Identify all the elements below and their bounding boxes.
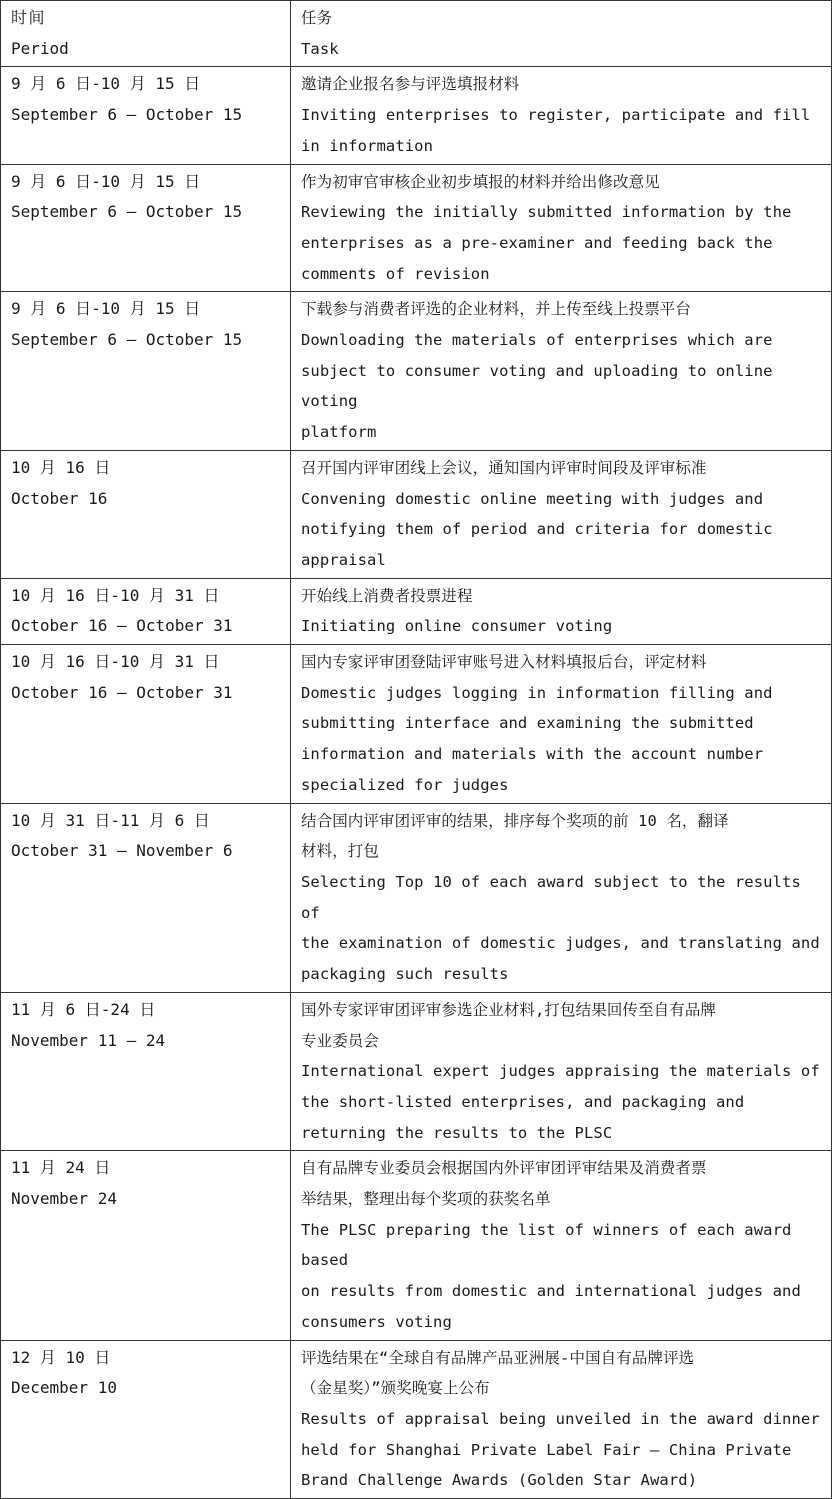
task-line: enterprises as a pre-examiner and feeding back the [301, 233, 773, 252]
period-header-en: Period [11, 38, 69, 58]
task-line: appraisal [301, 550, 386, 569]
task-line: 开始线上消费者投票进程 [301, 586, 473, 605]
task-cell [291, 450, 832, 578]
task-line: notifying them of period and criteria for domestic [301, 520, 773, 539]
task-line: The PLSC preparing the list of winners of each award based [301, 1220, 801, 1270]
task-header-cell [291, 1, 832, 67]
task-cell [291, 1151, 832, 1340]
table-row [1, 645, 832, 804]
period-zh: 11 月 24 日 [11, 1158, 111, 1178]
table-row [1, 67, 832, 164]
period-header-cell [1, 1, 291, 67]
task-line: Inviting enterprises to register, participate and fill [301, 106, 811, 125]
table-row [1, 803, 832, 992]
task-line: consumers voting [301, 1312, 452, 1331]
task-line: Convening domestic online meeting with judges and [301, 489, 764, 508]
period-en: October 16 – October 31 [11, 682, 233, 702]
task-line: 举结果，整理出每个奖项的获奖名单 [301, 1190, 551, 1209]
table-row [1, 450, 832, 578]
period-zh: 11 月 6 日-24 日 [11, 999, 156, 1019]
task-cell [291, 992, 832, 1151]
period-cell [1, 292, 291, 451]
task-line: 国内专家评审团登陆评审账号进入材料填报后台，评定材料 [301, 653, 707, 672]
period-cell [1, 1340, 291, 1499]
task-line: International expert judges appraising the materials of [301, 1062, 820, 1081]
task-cell [291, 578, 832, 644]
task-line: Selecting Top 10 of each award subject to the results of [301, 872, 811, 922]
task-cell [291, 1340, 832, 1499]
task-line: 专业委员会 [301, 1031, 380, 1050]
task-line: 作为初审官审核企业初步填报的材料并给出修改意见 [301, 172, 660, 191]
task-line: comments of revision [301, 264, 490, 283]
task-header-en: Task [301, 39, 339, 58]
task-line: on results from domestic and international judges and [301, 1282, 801, 1301]
task-line: （金星奖）”颁奖晚宴上公布 [301, 1379, 490, 1398]
task-line: platform [301, 423, 377, 442]
task-line: submitting interface and examining the submitted [301, 714, 754, 733]
task-line: in information [301, 136, 434, 155]
period-cell [1, 992, 291, 1151]
task-line: 评选结果在“全球自有品牌产品亚洲展-中国自有品牌评选 [301, 1348, 695, 1367]
period-cell [1, 450, 291, 578]
table-row [1, 1151, 832, 1340]
task-line: information and materials with the account number [301, 745, 764, 764]
period-en: September 6 – October 15 [11, 330, 243, 350]
task-line: Domestic judges logging in information filling and [301, 683, 773, 702]
task-line: Brand Challenge Awards (Golden Star Award) [301, 1471, 698, 1490]
task-cell [291, 803, 832, 992]
period-cell [1, 1151, 291, 1340]
table-row [1, 292, 832, 451]
period-en: November 24 [11, 1189, 117, 1209]
period-zh: 10 月 16 日 [11, 457, 111, 477]
period-cell [1, 803, 291, 992]
task-cell [291, 292, 832, 451]
task-line: Results of appraisal being unveiled in the award dinner [301, 1409, 820, 1428]
task-cell [291, 645, 832, 804]
table-row [1, 992, 832, 1151]
table-row [1, 578, 832, 644]
task-header-zh: 任务 [301, 9, 333, 27]
task-line: Initiating online consumer voting [301, 617, 613, 636]
table-row [1, 1340, 832, 1499]
task-line: returning the results to the PLSC [301, 1123, 613, 1142]
period-en: September 6 – October 15 [11, 105, 243, 125]
schedule-table-body [1, 1, 832, 1499]
period-en: October 16 – October 31 [11, 616, 233, 636]
task-line: subject to consumer voting and uploading to online voting [301, 361, 783, 411]
task-line: 下载参与消费者评选的企业材料，并上传至线上投票平台 [301, 300, 692, 319]
period-zh: 12 月 10 日 [11, 1347, 111, 1367]
task-line: Reviewing the initially submitted information by the [301, 203, 792, 222]
task-line: held for Shanghai Private Label Fair – China Private [301, 1440, 792, 1459]
table-row [1, 164, 832, 292]
period-zh: 9 月 6 日-10 月 15 日 [11, 74, 201, 94]
task-line: packaging such results [301, 965, 509, 984]
period-cell [1, 578, 291, 644]
period-zh: 9 月 6 日-10 月 15 日 [11, 299, 201, 319]
task-line: 国外专家评审团评审参选企业材料,打包结果回传至自有品牌 [301, 1000, 717, 1019]
header-row [1, 1, 832, 67]
period-zh: 10 月 31 日-11 月 6 日 [11, 810, 210, 830]
task-line: 邀请企业报名参与评选填报材料 [301, 75, 520, 94]
period-en: October 31 – November 6 [11, 841, 233, 861]
period-cell [1, 645, 291, 804]
period-en: November 11 – 24 [11, 1030, 166, 1050]
period-zh: 9 月 6 日-10 月 15 日 [11, 171, 201, 191]
task-line: 自有品牌专业委员会根据国内外评审团评审结果及消费者票 [301, 1159, 707, 1178]
period-header-zh: 时间 [11, 8, 47, 27]
task-line: 结合国内评审团评审的结果，排序每个奖项的前 10 名，翻译 [301, 811, 729, 830]
task-line: the short-listed enterprises, and packaging and [301, 1092, 745, 1111]
task-line: specialized for judges [301, 775, 509, 794]
period-zh: 10 月 16 日-10 月 31 日 [11, 652, 220, 672]
period-en: October 16 [11, 488, 108, 508]
period-en: September 6 – October 15 [11, 202, 243, 222]
period-zh: 10 月 16 日-10 月 31 日 [11, 585, 220, 605]
task-line: 材料，打包 [301, 842, 380, 861]
period-cell [1, 67, 291, 164]
task-cell [291, 67, 832, 164]
task-line: 召开国内评审团线上会议，通知国内评审时间段及评审标准 [301, 458, 707, 477]
task-line: the examination of domestic judges, and translating and [301, 934, 820, 953]
task-cell [291, 164, 832, 292]
period-en: December 10 [11, 1378, 117, 1398]
period-cell [1, 164, 291, 292]
task-line: Downloading the materials of enterprises which are [301, 331, 773, 350]
